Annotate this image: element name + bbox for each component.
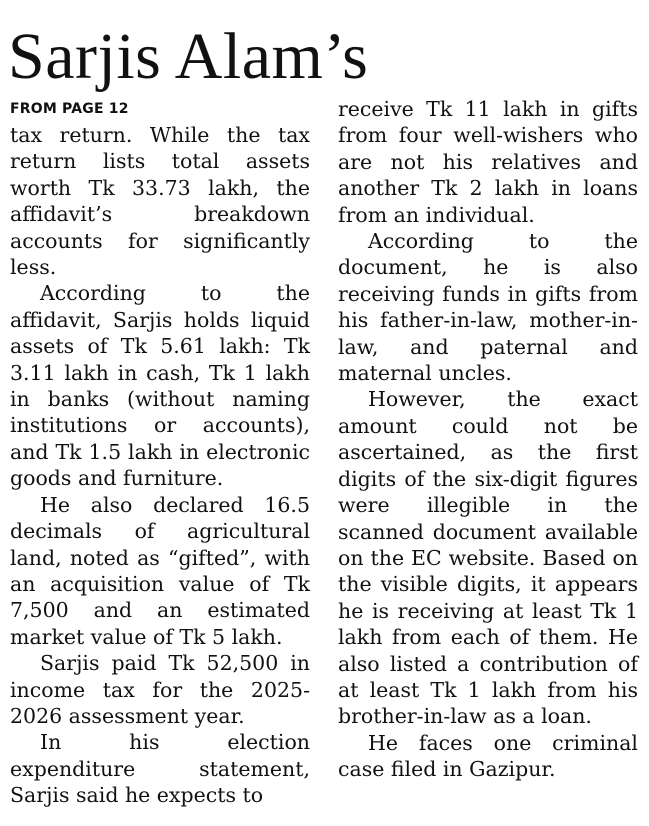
paragraph: tax return. While the tax return lists total assets worth Tk 33.73 lakh, the affidavit’s breakdown accounts for significantly less.: [10, 123, 310, 280]
paragraph: In his election expenditure statement, Sarjis said he expects to: [10, 730, 310, 808]
paragraph: receive Tk 11 lakh in gifts from four well-wishers who are not his relatives and another Tk 2 lakh in loans from an individual.: [338, 97, 638, 227]
jump-label: FROM PAGE 12: [10, 101, 129, 117]
paragraph: However, the exact amount could not be ascertained, as the first digits of the six-digit figures were illegible in the scanned document available on the EC website. Based on the visible digits, it appears he is receiving at least Tk 1 lakh from each of them. He also listed a contribution of at least Tk 1 lakh from his brother-in-law as a loan.: [338, 387, 638, 729]
paragraph: According to the document, he is also receiving funds in gifts from his father-in-law, mother-in-law, and paternal and maternal uncles.: [338, 229, 638, 386]
paragraph: Sarjis paid Tk 52,500 in income tax for the 2025-2026 assessment year.: [10, 651, 310, 728]
paragraph: He faces one criminal case filed in Gazipur.: [338, 730, 638, 782]
left-column: [10, 96, 310, 809]
right-column: [338, 96, 638, 783]
paragraph: According to the affidavit, Sarjis holds liquid assets of Tk 5.61 lakh: Tk 3.11 lakh in cash, Tk 1 lakh in banks (without naming institutions or accounts), and Tk 1.5 lakh in electronic goods and furniture.: [10, 281, 310, 491]
headline: Sarjis Alam’s: [8, 20, 369, 93]
paragraph: He also declared 16.5 decimals of agricultural land, noted as “gifted”, with an acquisition value of Tk 7,500 and an estimated market value of Tk 5 lakh.: [10, 492, 310, 649]
